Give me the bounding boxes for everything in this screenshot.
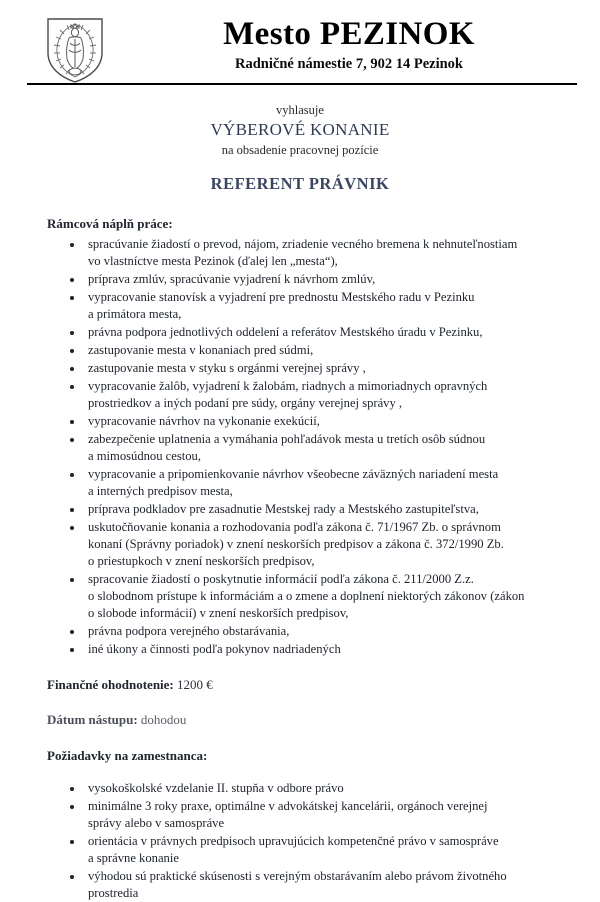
list-item — [0, 413, 600, 430]
list-item-line: zastupovanie mesta v styku s orgánmi verejnej správy , — [88, 361, 366, 376]
page-title: Mesto PEZINOK — [223, 16, 475, 52]
list-item-line: o slobodnom prístupe k informáciám a o zmene a doplnení niektorých zákonov (zákon — [88, 589, 525, 604]
list-item — [0, 378, 600, 412]
announcement-subheading: na obsadenie pracovnej pozície — [221, 142, 379, 157]
header-divider — [27, 83, 577, 85]
list-item-line: o slobode informácií) v znení neskorších predpisov, — [88, 606, 349, 621]
list-item-line: vypracovanie a pripomienkovanie návrhov všeobecne záväzných nariadení mesta — [88, 467, 499, 482]
requirements-section-heading: Požiadavky na zamestnanca: — [47, 748, 208, 764]
list-item — [0, 571, 600, 622]
list-item-line: iné úkony a činnosti podľa pokynov nadriadených — [88, 642, 341, 657]
list-item-line: spracúvanie žiadostí o prevod, nájom, zriadenie vecného bremena k nehnuteľnostiam — [88, 237, 518, 252]
list-item-line: vo vlastníctve mesta Pezinok (ďalej len „mesta“), — [88, 254, 338, 269]
salary-label: Finančné ohodnotenie: — [47, 677, 174, 693]
list-item-line: prostredia — [88, 886, 139, 901]
list-item-line: vypracovanie návrhov na vykonanie exekúcií, — [88, 414, 320, 429]
list-item — [0, 466, 600, 500]
list-item-line: konaní (Správny poriadok) v znení neskorších predpisov a zákona č. 372/1990 Zb. — [88, 537, 504, 552]
salary-value: 1200 € — [177, 677, 213, 693]
list-item — [0, 324, 600, 341]
announcement-block — [0, 102, 600, 194]
list-item-line: príprava zmlúv, spracúvanie vyjadrení k návrhom zmlúv, — [88, 272, 376, 287]
list-item-line: a primátora mesta, — [88, 307, 182, 322]
organization-address: Radničné námestie 7, 902 14 Pezinok — [235, 55, 463, 72]
scope-section-heading: Rámcová náplň práce: — [47, 216, 173, 232]
list-item — [0, 519, 600, 570]
list-item-line: vysokoškolské vzdelanie II. stupňa v odbore právo — [88, 781, 344, 796]
list-item — [0, 342, 600, 359]
list-item — [0, 289, 600, 323]
list-item-line: zastupovanie mesta v konaniach pred súdmi, — [88, 343, 314, 358]
list-item-line: a mimosúdnou cestou, — [88, 449, 201, 464]
start-date-label: Dátum nástupu: — [47, 712, 138, 728]
list-item-line: právna podpora jednotlivých oddelení a referátov Mestského úradu v Pezinku, — [88, 325, 483, 340]
list-item — [0, 641, 600, 658]
list-item-line: vypracovanie stanovísk a vyjadrení pre prednostu Mestského radu v Pezinku — [88, 290, 475, 305]
list-item — [0, 360, 600, 377]
list-item — [0, 236, 600, 270]
list-item-line: príprava podkladov pre zasadnutie Mestskej rady a Mestského zastupiteľstva, — [88, 502, 479, 517]
announcement-heading: VÝBEROVÉ KONANIE — [210, 119, 390, 139]
list-item-line: správy alebo v samospráve — [88, 816, 225, 831]
list-item — [0, 431, 600, 465]
list-item — [0, 798, 600, 832]
list-item-line: prostriedkov a iných podaní pre súdy, orgány verejnej správy , — [88, 396, 403, 411]
position-title: REFERENT PRÁVNIK — [210, 174, 390, 194]
list-item — [0, 868, 600, 902]
list-item — [0, 833, 600, 867]
list-item — [0, 623, 600, 640]
organization-block — [118, 16, 580, 73]
list-item — [0, 271, 600, 288]
letterhead — [0, 0, 600, 86]
list-item — [0, 780, 600, 797]
list-item-line: minimálne 3 roky praxe, optimálne v advokátskej kancelárii, orgánoch verejnej — [88, 799, 488, 814]
pezinok-coat-of-arms-icon — [45, 17, 105, 84]
list-item-line: právna podpora verejného obstarávania, — [88, 624, 290, 639]
list-item-line: o priestupkoch v znení neskorších predpisov, — [88, 554, 315, 569]
requirements-list — [0, 780, 600, 902]
list-item-line: uskutočňovanie konania a rozhodovania podľa zákona č. 71/1967 Zb. o správnom — [88, 520, 501, 535]
list-item-line: výhodou sú praktické skúsenosti s verejným obstarávaním alebo právom životného — [88, 869, 507, 884]
list-item — [0, 501, 600, 518]
list-item-line: a správne konanie — [88, 851, 179, 866]
list-item-line: a interných predpisov mesta, — [88, 484, 233, 499]
list-item-line: spracovanie žiadostí o poskytnutie informácií podľa zákona č. 211/2000 Z.z. — [88, 572, 474, 587]
start-date-line — [0, 711, 600, 728]
salary-line — [0, 676, 600, 693]
start-date-value: dohodou — [140, 712, 187, 728]
announcement-verb: vyhlasuje — [276, 103, 324, 117]
scope-list — [0, 236, 600, 658]
list-item-line: zabezpečenie uplatnenia a vymáhania pohľadávok mesta u tretích osôb súdnou — [88, 432, 486, 447]
list-item-line: vypracovanie žalôb, vyjadrení k žalobám, riadnych a mimoriadnych opravných — [88, 379, 488, 394]
list-item-line: orientácia v právnych predpisoch upravujúcich kompetenčné právo v samospráve — [88, 834, 499, 849]
